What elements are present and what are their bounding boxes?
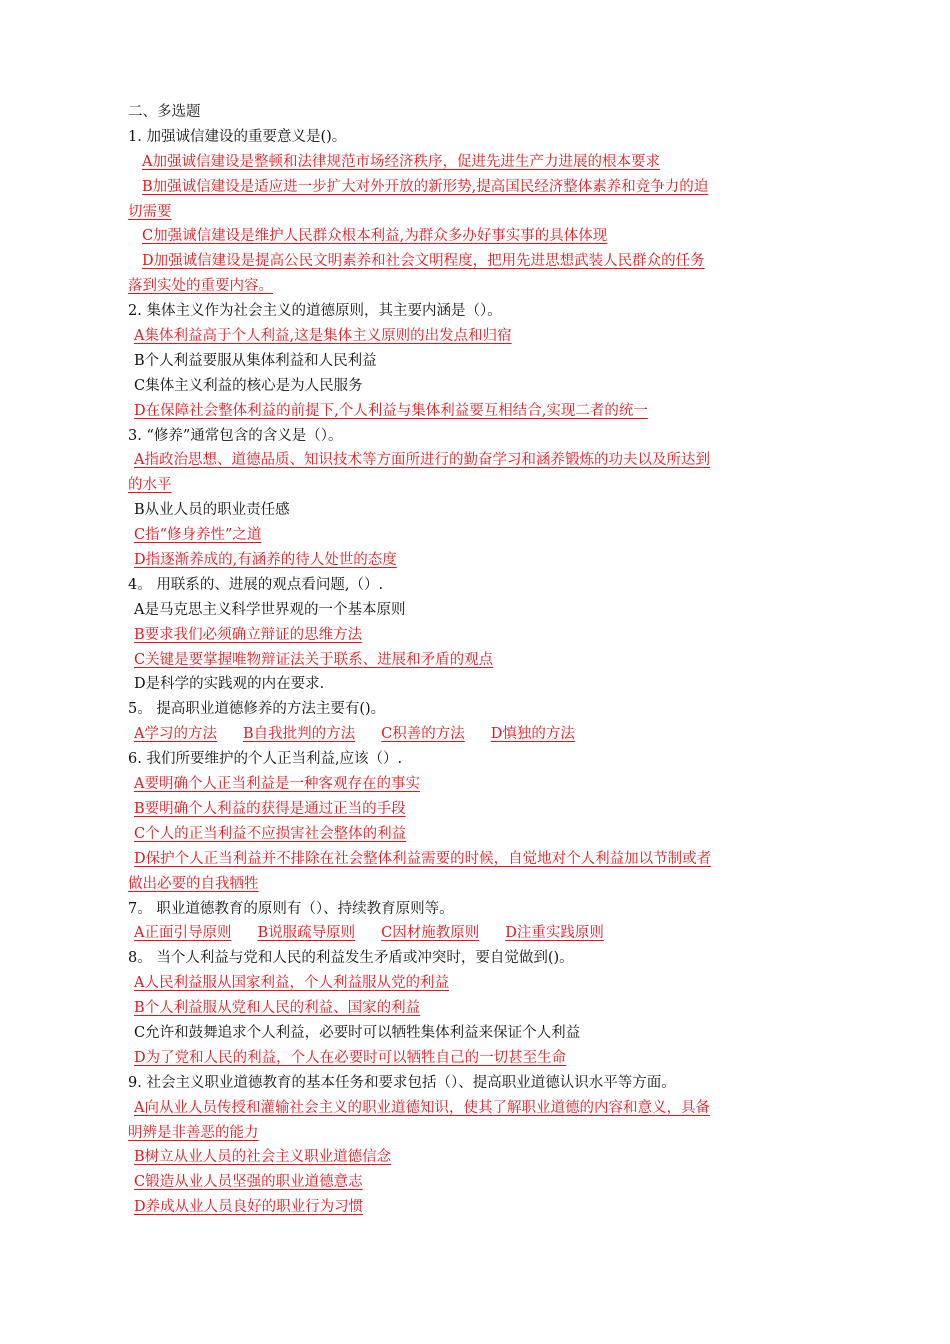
- answer-option-line: [128, 623, 818, 648]
- question-text: 8。 当个人利益与党和人民的利益发生矛盾或冲突时，要自觉做到()。: [128, 950, 574, 967]
- answer-option-line: [128, 175, 818, 200]
- question-text: 7。 职业道德教育的原则有（）、持续教育原则等。: [128, 900, 454, 917]
- answer-continuation-line: [128, 872, 818, 897]
- answer-text: B要求我们必须确立辩证的思维方法: [134, 626, 363, 643]
- question-stem: [128, 424, 818, 449]
- answer-text: A要明确个人正当利益是一种客观存在的事实: [134, 776, 420, 793]
- answer-text: A学习的方法: [134, 726, 217, 743]
- option-text: B个人利益要服从集体利益和人民利益: [134, 352, 377, 369]
- answer-option-line: [128, 971, 818, 996]
- answer-text: A向从业人员传授和灌输社会主义的职业道德知识，使其了解职业道德的内容和意义，具备: [134, 1099, 710, 1116]
- answer-text: B自我批判的方法: [242, 726, 356, 743]
- answer-option-line: [128, 324, 818, 349]
- answer-options-row: [128, 921, 818, 946]
- question-stem: [128, 697, 818, 722]
- answer-option-line: [128, 1145, 818, 1170]
- option-line: [128, 598, 818, 623]
- answer-text: A人民利益服从国家利益，个人利益服从党的利益: [134, 975, 449, 992]
- answer-text: 切需要: [128, 203, 172, 220]
- answer-option-line: [128, 648, 818, 673]
- answer-text: 明辨是非善恶的能力: [128, 1124, 259, 1141]
- option-line: [128, 498, 818, 523]
- question-stem: [128, 946, 818, 971]
- question-text: 3. “修养”通常包含的含义是（）。: [128, 427, 343, 444]
- answer-option-line: [128, 523, 818, 548]
- answer-text: 落到实处的重要内容。: [128, 278, 273, 295]
- answer-text: D注重实践原则: [505, 925, 604, 942]
- question-text: 5。 提高职业道德修养的方法主要有()。: [128, 701, 386, 718]
- answer-text: D为了党和人民的利益，个人在必要时可以牺牲自己的一切甚至生命: [134, 1049, 567, 1066]
- answer-text: D保护个人正当利益并不排除在社会整体利益需要的时候，自觉地对个人利益加以节制或者: [134, 850, 712, 867]
- option-text: C允许和鼓舞追求个人利益，必要时可以牺牲集体利益来保证个人利益: [134, 1024, 581, 1041]
- question-text: 2. 集体主义作为社会主义的道德原则，其主要内涵是（）。: [128, 303, 502, 320]
- answer-option-line: [128, 548, 818, 573]
- question-stem: [128, 1071, 818, 1096]
- answer-text: C锻造从业人员坚强的职业道德意志: [134, 1174, 363, 1191]
- answer-option-line: [128, 1046, 818, 1071]
- answer-options-row: [128, 722, 818, 747]
- answer-text: D养成从业人员良好的职业行为习惯: [134, 1199, 364, 1216]
- answer-text: 的水平: [128, 477, 172, 494]
- answer-text: B树立从业人员的社会主义职业道德信念: [134, 1149, 392, 1166]
- answer-text: A集体利益高于个人利益,这是集体主义原则的出发点和归宿: [134, 328, 512, 345]
- answer-option-line: [128, 448, 818, 473]
- answer-continuation-line: [128, 473, 818, 498]
- answer-text: 做出必要的自我牺牲: [128, 875, 259, 892]
- question-stem: [128, 299, 818, 324]
- question-text: 6. 我们所要维护的个人正当利益,应该（）.: [128, 751, 403, 768]
- answer-text: C加强诚信建设是维护人民群众根本利益,为群众多办好事实事的具体体现: [142, 228, 608, 245]
- option-text: D是科学的实践观的内在要求.: [134, 676, 325, 693]
- answer-text: C积善的方法: [381, 726, 465, 743]
- question-text: 1. 加强诚信建设的重要意义是()。: [128, 128, 347, 145]
- answer-text: B说服疏导原则: [257, 925, 356, 942]
- answer-text: C个人的正当利益不应损害社会整体的利益: [134, 825, 407, 842]
- answer-text: B要明确个人利益的获得是通过正当的手段: [134, 800, 406, 817]
- question-stem: [128, 747, 818, 772]
- answer-text: C因材施教原则: [381, 925, 480, 942]
- option-line: [128, 374, 818, 399]
- answer-text: B加强诚信建设是适应进一步扩大对外开放的新形势,提高国民经济整体素养和竞争力的迫: [142, 178, 709, 195]
- answer-continuation-line: [128, 274, 818, 299]
- answer-option-line: [128, 150, 818, 175]
- answer-text: A加强诚信建设是整顿和法律规范市场经济秩序，促进先进生产力进展的根本要求: [142, 153, 660, 170]
- question-stem: [128, 573, 818, 598]
- answer-text: D在保障社会整体利益的前提下,个人利益与集体利益要互相结合,实现二者的统一: [134, 402, 648, 419]
- answer-option-line: [128, 399, 818, 424]
- option-line: [128, 349, 818, 374]
- question-stem: [128, 897, 818, 922]
- question-stem: [128, 125, 818, 150]
- answer-text: B个人利益服从党和人民的利益、国家的利益: [134, 1000, 421, 1017]
- answer-option-line: [128, 847, 818, 872]
- option-line: [128, 1021, 818, 1046]
- option-text: C集体主义利益的核心是为人民服务: [134, 377, 363, 394]
- answer-option-line: [128, 1170, 818, 1195]
- answer-continuation-line: [128, 1121, 818, 1146]
- question-list: [128, 125, 818, 1220]
- answer-option-line: [128, 249, 818, 274]
- option-text: B从业人员的职业责任感: [134, 502, 290, 519]
- answer-option-line: [128, 996, 818, 1021]
- answer-text: A正面引导原则: [134, 925, 232, 942]
- answer-option-line: [128, 772, 818, 797]
- section-title: 二、多选题: [128, 104, 201, 120]
- answer-text: D指逐渐养成的,有涵养的待人处世的态度: [134, 552, 397, 569]
- answer-option-line: [128, 822, 818, 847]
- answer-continuation-line: [128, 200, 818, 225]
- answer-text: C关键是要掌握唯物辩证法关于联系、进展和矛盾的观点: [134, 651, 494, 668]
- answer-option-line: [128, 1195, 818, 1220]
- question-text: 4。 用联系的、进展的观点看问题,（）.: [128, 576, 384, 593]
- document-page: [128, 100, 818, 1220]
- answer-option-line: [128, 1096, 818, 1121]
- option-text: A是马克思主义科学世界观的一个基本原则: [134, 601, 406, 618]
- answer-text: A指政治思想、道德品质、知识技术等方面所进行的勤奋学习和涵养锻炼的功夫以及所达到: [134, 452, 710, 469]
- answer-option-line: [128, 797, 818, 822]
- answer-text: D加强诚信建设是提高公民文明素养和社会文明程度，把用先进思想武装人民群众的任务: [142, 253, 705, 270]
- answer-option-line: [128, 224, 818, 249]
- answer-text: C指“修身养性”之道: [134, 527, 262, 544]
- answer-text: D慎独的方法: [490, 726, 575, 743]
- question-text: 9. 社会主义职业道德教育的基本任务和要求包括（）、提高职业道德认识水平等方面。: [128, 1074, 676, 1091]
- option-line: [128, 672, 818, 697]
